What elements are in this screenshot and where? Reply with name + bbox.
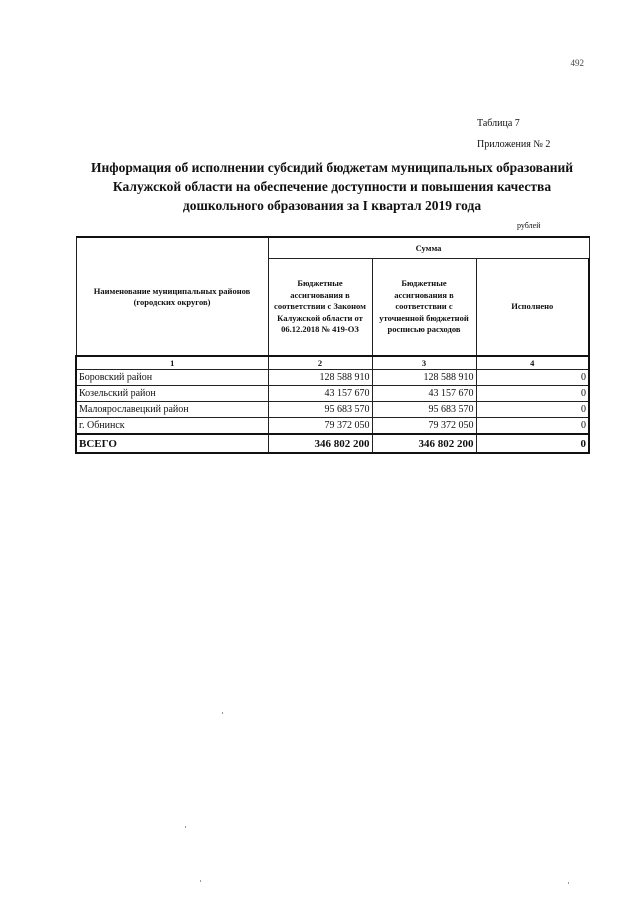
scan-speck [200,880,201,882]
document-title [75,158,589,215]
table-row [76,370,589,386]
scan-speck [185,826,186,828]
table-row [76,402,589,418]
row-name: Боровский район [76,370,268,386]
column-header-refined: Бюджетные ассигнования в соответствии с уточненной бюджетной росписью расходов [372,259,476,357]
row-law-amount: 128 588 910 [268,370,372,386]
column-number: 1 [76,356,268,370]
row-name: Малоярославецкий район [76,402,268,418]
column-number-row [76,356,589,370]
row-name: г. Обнинск [76,418,268,435]
title-line-3: дошкольного образования за I квартал 2019 года [182,198,482,213]
scan-speck [222,712,223,714]
row-refined-amount: 79 372 050 [372,418,476,435]
units-label: рублей [517,221,541,230]
scan-speck [568,882,569,884]
column-header-law: Бюджетные ассигнования в соответствии с Законом Калужской области от 06.12.2018 № 419-ОЗ [268,259,372,357]
total-refined-amount: 346 802 200 [372,434,476,453]
column-number: 2 [268,356,372,370]
title-line-2: Калужской области на обеспечение доступности и повышения качества [112,179,552,194]
column-number: 3 [372,356,476,370]
row-law-amount: 43 157 670 [268,386,372,402]
row-refined-amount: 128 588 910 [372,370,476,386]
subsidy-table [75,236,590,454]
total-row [76,434,589,453]
column-header-done: Исполнено [476,259,589,357]
row-law-amount: 79 372 050 [268,418,372,435]
title-line-1: Информация об исполнении субсидий бюджетам муниципальных образований [90,160,574,175]
row-refined-amount: 95 683 570 [372,402,476,418]
row-done-amount: 0 [476,386,589,402]
page-number: 492 [570,58,584,68]
table-label: Таблица 7 [477,118,520,129]
total-law-amount: 346 802 200 [268,434,372,453]
column-header-name: Наименование муниципальных районов (городских округов) [76,237,268,356]
row-name: Козельский район [76,386,268,402]
total-label: ВСЕГО [76,434,268,453]
row-done-amount: 0 [476,418,589,435]
row-done-amount: 0 [476,402,589,418]
table-row [76,386,589,402]
row-refined-amount: 43 157 670 [372,386,476,402]
column-number: 4 [476,356,589,370]
total-done-amount: 0 [476,434,589,453]
row-done-amount: 0 [476,370,589,386]
table-row [76,418,589,435]
appendix-label: Приложения № 2 [477,139,551,150]
column-header-sum: Сумма [268,237,589,259]
row-law-amount: 95 683 570 [268,402,372,418]
